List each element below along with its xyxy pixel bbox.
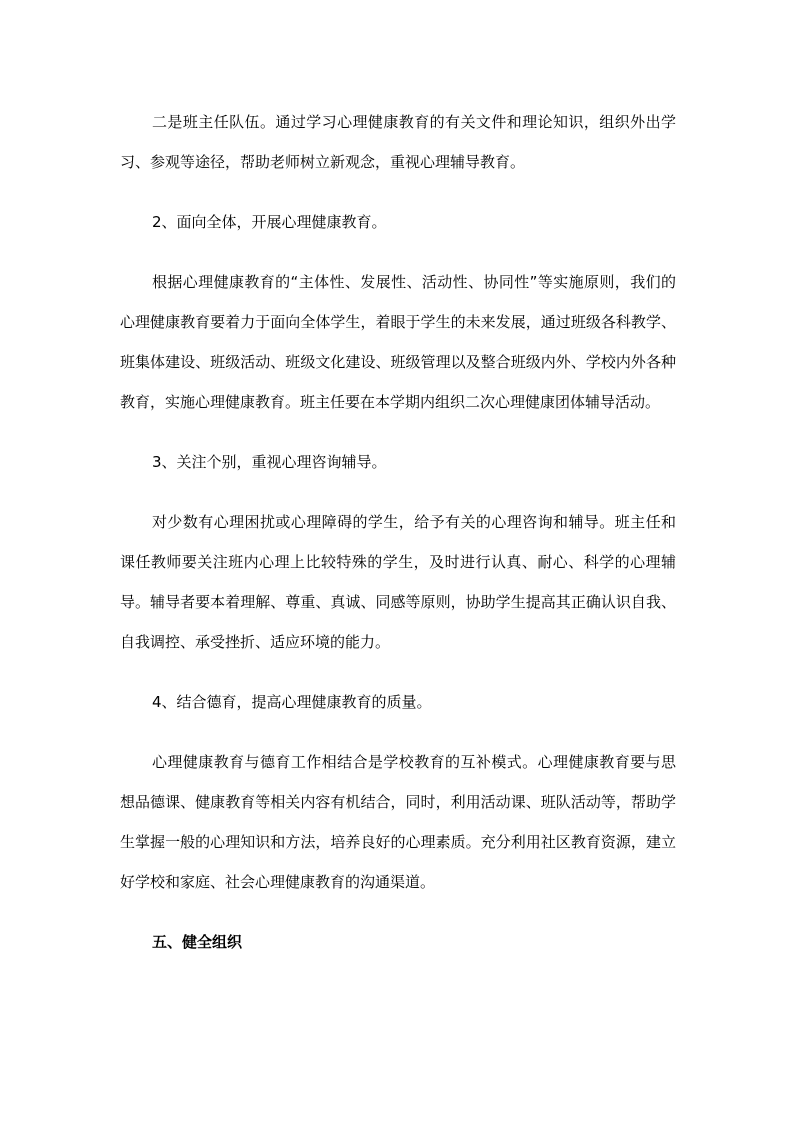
paragraph-whole-student-body: 根据心理健康教育的“主体性、发展性、活动性、协同性”等实施原则，我们的心理健康教育要着力于面向全体学生，着眼于学生的未来发展，通过班级各科教学、班集体建设、班级活动、班级文化建设、班级管理以及整合班级内外、学校内外各种教育，实施心理健康教育。班主任要在本学期内组织二次心理健康团体辅导活动。 [120,273,676,411]
paragraph-gap [120,422,676,442]
point-4-heading: 4、结合德育，提高心理健康教育的质量。 [152,693,432,711]
paragraph-gap [120,242,676,262]
paragraph-gap [120,722,676,742]
paragraph-gap [120,182,676,202]
paragraph-gap [120,902,676,922]
paragraph-gap [120,662,676,682]
point-2-heading: 2、面向全体，开展心理健康教育。 [152,213,387,231]
paragraph-individual-counseling: 对少数有心理困扰或心理障碍的学生，给予有关的心理咨询和辅导。班主任和课任教师要关注班内心理上比较特殊的学生，及时进行认真、耐心、科学的心理辅导。辅导者要本着理解、尊重、真诚、同感等原则，协助学生提高其正确认识自我、自我调控、承受挫折、适应环境的能力。 [120,513,676,651]
paragraph-class-teachers: 二是班主任队伍。通过学习心理健康教育的有关文件和理论知识，组织外出学习、参观等途径，帮助老师树立新观念，重视心理辅导教育。 [120,113,676,171]
paragraph-gap [120,482,676,502]
document-body [120,102,676,962]
paragraph-moral-education: 心理健康教育与德育工作相结合是学校教育的互补模式。心理健康教育要与思想品德课、健康教育等相关内容有机结合，同时，利用活动课、班队活动等，帮助学生掌握一般的心理知识和方法，培养良好的心理素质。充分利用社区教育资源，建立好学校和家庭、社会心理健康教育的沟通渠道。 [120,753,676,891]
point-3-heading: 3、关注个别，重视心理咨询辅导。 [152,453,387,471]
section-heading: 五、健全组织 [152,933,243,951]
